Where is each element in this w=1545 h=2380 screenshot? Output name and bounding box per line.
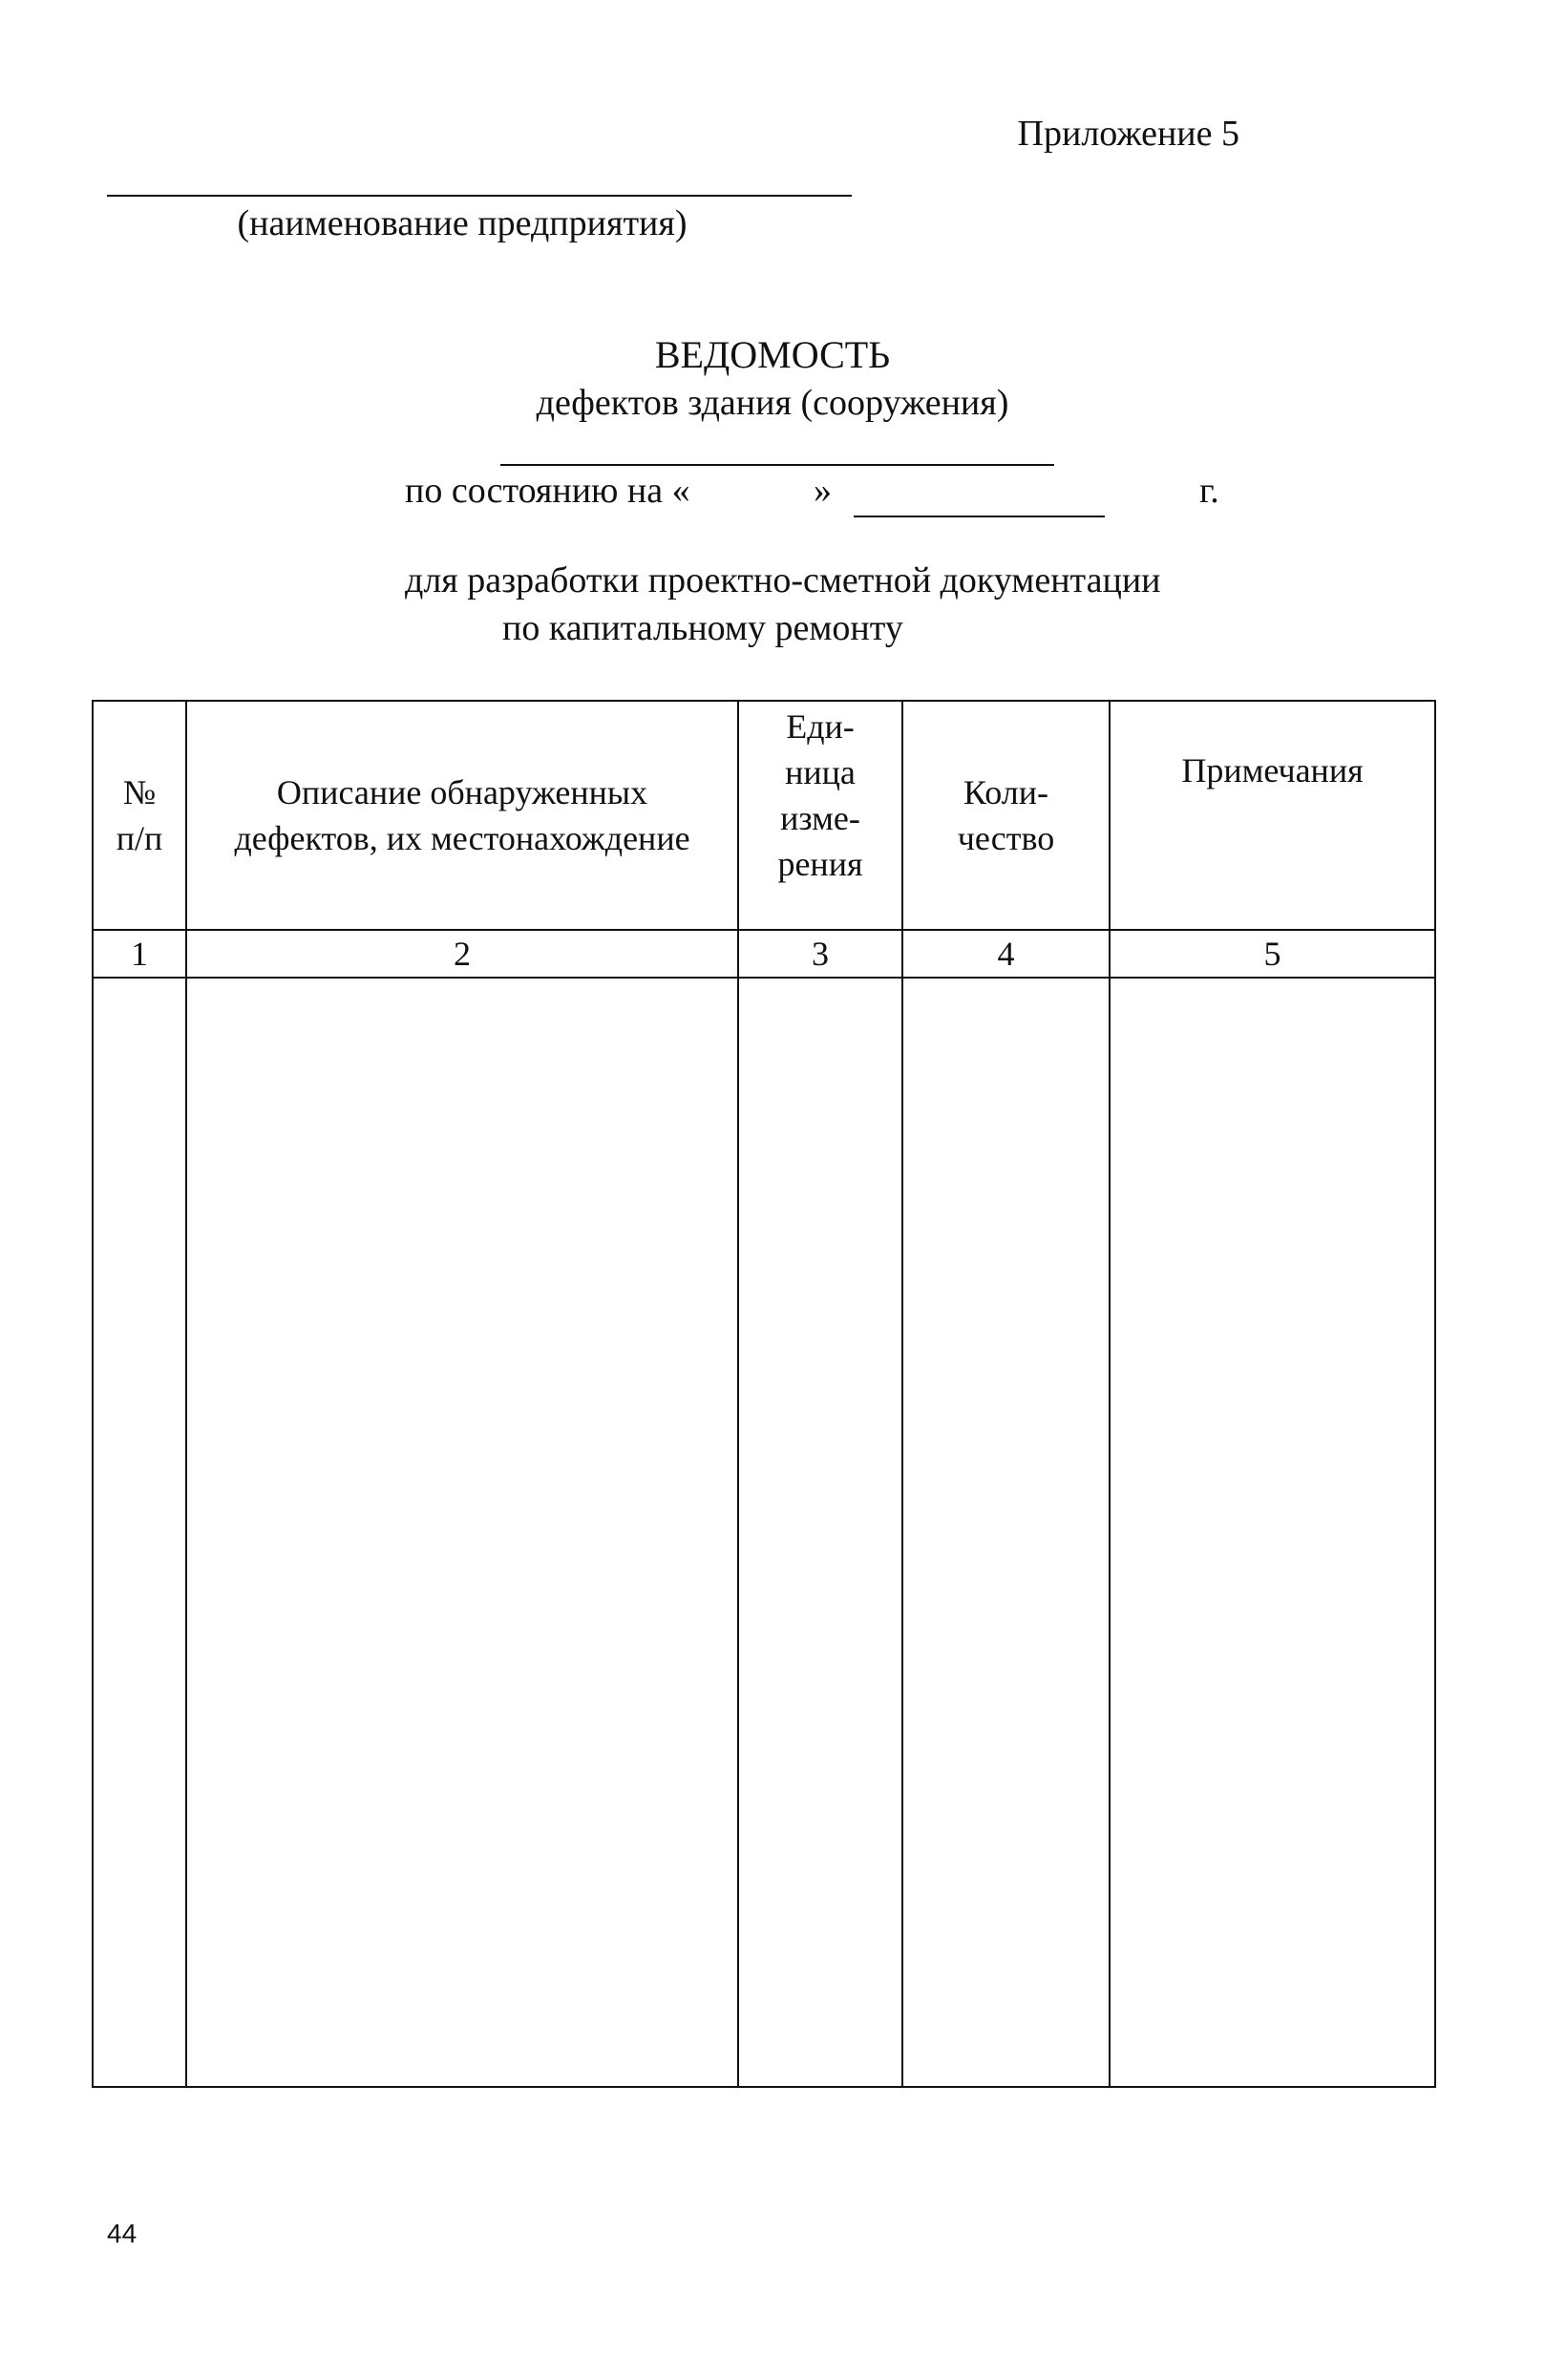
header-number-label: № п/п	[116, 773, 163, 857]
header-cell-quantity	[902, 701, 1110, 930]
column-number-1: 1	[93, 930, 186, 978]
body-cell-notes[interactable]	[1110, 978, 1435, 2087]
header-cell-description	[186, 701, 738, 930]
header-unit-label: Еди- ница изме- рения	[777, 707, 863, 883]
table-header-row	[93, 701, 1435, 930]
object-name-line	[500, 464, 1054, 466]
column-number-row	[93, 930, 1435, 978]
date-row	[405, 470, 1245, 523]
column-number-2: 2	[186, 930, 738, 978]
defects-table	[92, 700, 1436, 2088]
purpose-line-1: для разработки проектно-сметной документации	[405, 560, 1161, 600]
column-number-5: 5	[1110, 930, 1435, 978]
appendix-label: Приложение 5	[1017, 114, 1239, 154]
header-cell-unit	[738, 701, 902, 930]
year-suffix: г.	[1199, 471, 1219, 511]
document-title: ВЕДОМОСТЬ	[654, 333, 891, 376]
header-description-label: Описание обнаруженных дефектов, их местонахождение	[234, 773, 690, 857]
date-close-quote: »	[814, 471, 832, 511]
body-cell-description[interactable]	[186, 978, 738, 2087]
organization-caption: (наименование предприятия)	[237, 203, 688, 243]
date-prefix: по состоянию на «	[405, 471, 690, 511]
page-number: 44	[107, 2219, 138, 2248]
header-notes-label: Примечания	[1181, 751, 1364, 790]
organization-name-line	[107, 195, 852, 197]
table-body-row	[93, 978, 1435, 2087]
date-blank-line	[854, 516, 1105, 517]
header-quantity-label: Коли- чество	[957, 773, 1055, 857]
header-cell-notes	[1110, 701, 1435, 930]
header-cell-number	[93, 701, 186, 930]
column-number-4: 4	[902, 930, 1110, 978]
purpose-line-2: по капитальному ремонту	[502, 608, 903, 648]
document-subtitle: дефектов здания (сооружения)	[536, 383, 1009, 423]
body-cell-unit[interactable]	[738, 978, 902, 2087]
body-cell-number[interactable]	[93, 978, 186, 2087]
column-number-3: 3	[738, 930, 902, 978]
body-cell-quantity[interactable]	[902, 978, 1110, 2087]
